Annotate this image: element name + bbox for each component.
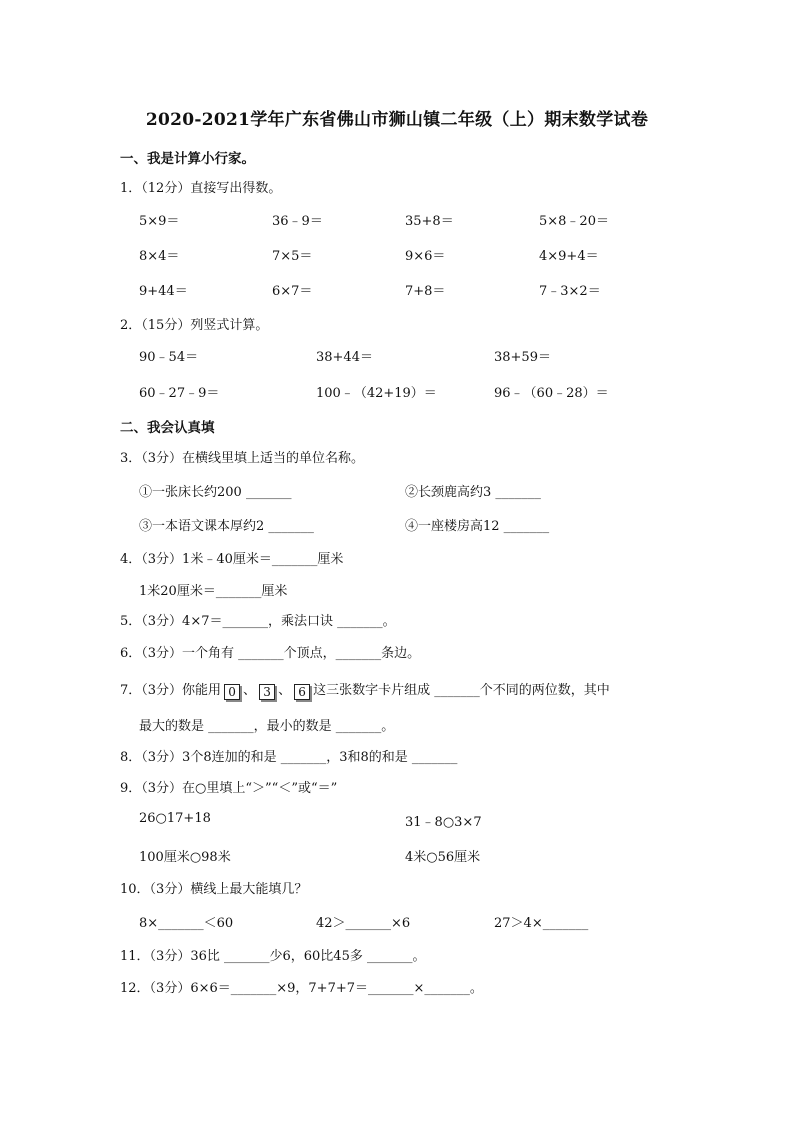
section-2-heading: 二、我会认真填 [120, 420, 215, 436]
q1-expr: 6×7＝ [272, 284, 313, 299]
q7-separator: 、 [243, 683, 257, 698]
q7-separator: 、 [278, 683, 292, 698]
q9-item: 4米○56厘米 [405, 850, 481, 865]
q3-item: ①一张床长约200 _______ [139, 485, 292, 500]
q9-item: 26○17+18 [139, 811, 211, 826]
question-1-stem: 1．（12分）直接写出得数。 [120, 181, 282, 196]
q9-item: 100厘米○98米 [139, 850, 231, 865]
q2-expr: 100﹣（42+19）＝ [316, 386, 437, 401]
q2-expr: 60﹣27﹣9＝ [139, 386, 220, 401]
digit-card-3: 3 [259, 684, 275, 700]
q1-expr: 9×6＝ [405, 249, 446, 264]
q2-expr: 38+59＝ [494, 350, 551, 365]
question-4-line-1: 4．（3分）1米﹣40厘米＝_______厘米 [120, 552, 344, 567]
digit-card-0: 0 [224, 684, 240, 700]
q10-item: 42＞_______×6 [316, 916, 411, 931]
q2-expr: 38+44＝ [316, 350, 373, 365]
question-10-stem: 10．（3分）横线上最大能填几？ [120, 882, 308, 897]
page-title: 2020-2021学年广东省佛山市狮山镇二年级（上）期末数学试卷 [145, 110, 649, 130]
question-5: 5．（3分）4×7＝_______，乘法口诀 _______。 [120, 614, 396, 629]
question-3-stem: 3．（3分）在横线里填上适当的单位名称。 [120, 451, 365, 466]
q1-expr: 5×8﹣20＝ [539, 214, 609, 229]
q9-item: 31﹣8○3×7 [405, 815, 482, 830]
question-12: 12．（3分）6×6＝_______×9，7+7+7＝_______×_______。 [120, 981, 483, 996]
q1-expr: 9+44＝ [139, 284, 188, 299]
q3-item: ③一本语文课本厚约2 _______ [139, 519, 314, 534]
question-9-stem: 9．（3分）在○里填上“＞”“＜”或“＝” [120, 781, 338, 796]
q10-item: 8×_______＜60 [139, 916, 234, 931]
q1-expr: 7﹣3×2＝ [539, 284, 601, 299]
section-1-heading: 一、我是计算小行家。 [120, 151, 255, 167]
q1-expr: 36﹣9＝ [272, 214, 323, 229]
question-8: 8．（3分）3个8连加的和是 _______，3和8的和是 _______ [120, 750, 458, 765]
q1-expr: 8×4＝ [139, 249, 180, 264]
q1-expr: 4×9+4＝ [539, 249, 599, 264]
q1-expr: 5×9＝ [139, 214, 180, 229]
digit-card-6: 6 [294, 684, 310, 700]
q2-expr: 96﹣（60﹣28）＝ [494, 386, 609, 401]
q1-expr: 35+8＝ [405, 214, 454, 229]
question-6: 6．（3分）一个角有 _______个顶点，_______条边。 [120, 646, 421, 661]
q1-expr: 7×5＝ [272, 249, 313, 264]
q3-item: ②长颈鹿高约3 _______ [405, 485, 541, 500]
question-4-line-2: 1米20厘米＝_______厘米 [139, 584, 288, 599]
q7-suffix: 这三张数字卡片组成 _______个不同的两位数，其中 [313, 683, 610, 698]
question-7-line-1 [120, 679, 610, 700]
q10-item: 27＞4×_______ [494, 916, 589, 931]
q3-item: ④一座楼房高12 _______ [405, 519, 550, 534]
question-11: 11．（3分）36比 _______少6，60比45多 _______。 [120, 949, 426, 964]
q2-expr: 90﹣54＝ [139, 350, 199, 365]
question-2-stem: 2．（15分）列竖式计算。 [120, 318, 269, 333]
question-7-line-2: 最大的数是 _______，最小的数是 _______。 [139, 719, 395, 734]
q1-expr: 7+8＝ [405, 284, 446, 299]
q7-prefix: 7．（3分）你能用 [120, 683, 222, 698]
